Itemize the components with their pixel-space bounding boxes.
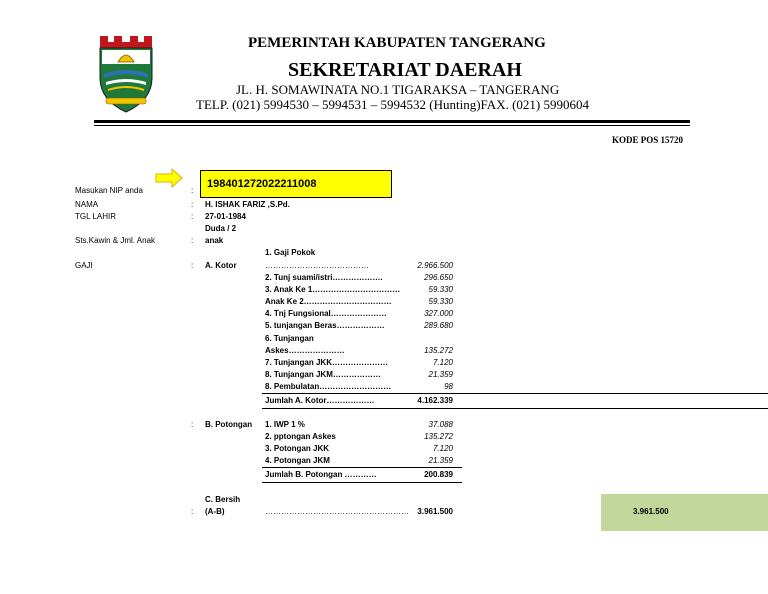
header-line2: SEKRETARIAT DAERAH <box>288 59 522 81</box>
potongan-item-label: 3. Potongan JKK <box>265 444 330 453</box>
potongan-total-rule-bottom <box>262 482 462 483</box>
potongan-total-label <box>265 470 377 479</box>
nama-colon: : <box>191 200 194 209</box>
gaji-pokok-label: 1. Gaji Pokok <box>265 248 316 257</box>
kotor-item-label: 8. Tunjangan JKM……………… <box>265 370 381 379</box>
potongan-item-value: 37.088 <box>428 420 453 429</box>
kotor-item-label: 3. Anak Ke 1…………………………… <box>265 285 401 294</box>
askes-label-line1: 6. Tunjangan <box>265 334 314 343</box>
nip-colon: : <box>191 186 194 195</box>
kotor-total-rule <box>262 393 768 394</box>
potongan-total-rule <box>262 467 462 468</box>
nama-label: NAMA <box>75 200 99 209</box>
kotor-total-dots: …………… <box>334 396 375 405</box>
kotor-title: A. Kotor <box>205 261 237 270</box>
kotor-item-value: 98 <box>444 382 453 391</box>
header-divider <box>94 120 690 123</box>
header-divider-thin <box>94 125 690 126</box>
potongan-item-label: 1. IWP 1 % <box>265 420 305 429</box>
kotor-item-value: 289.680 <box>424 321 453 330</box>
potongan-total-text: Jumlah B. Potongan … <box>265 470 353 479</box>
tgl-lahir-label: TGL LAHIR <box>75 212 117 221</box>
status-colon: : <box>191 236 194 245</box>
bersih-title-line2: (A-B) <box>205 507 225 516</box>
gaji-pokok-value: 2.966.500 <box>417 261 453 270</box>
status-label: Sts.Kawin & Jml. Anak <box>75 236 156 245</box>
bersih-highlight-value: 3.961.500 <box>633 507 669 516</box>
kotor-item-label: 5. tunjangan Beras……………… <box>265 321 385 330</box>
kotor-item-label: 8. Pembulatan……………………… <box>265 382 392 391</box>
kotor-item-label: 2. Tunj suami/istri………………. <box>265 273 383 282</box>
bersih-highlight-cell <box>601 494 768 531</box>
bersih-colon: : <box>191 507 194 516</box>
header-line1: PEMERINTAH KABUPATEN TANGERANG <box>248 35 546 51</box>
kotor-item-value: 21.359 <box>428 370 453 379</box>
askes-label-line2: Askes………………… <box>265 346 345 355</box>
gaji-label: GAJI <box>75 261 93 270</box>
potongan-total-value: 200.839 <box>424 470 453 479</box>
kotor-item-value: 59.330 <box>428 297 453 306</box>
tgl-lahir-value: 27-01-1984 <box>205 212 246 221</box>
bersih-title-line1: C. Bersih <box>205 495 241 504</box>
kode-pos: KODE POS 15720 <box>612 135 684 145</box>
gaji-pokok-dots: ………………………………… <box>265 261 369 270</box>
bersih-value: 3.961.500 <box>417 507 453 516</box>
tgl-lahir-colon: : <box>191 212 194 221</box>
nip-input[interactable]: 198401272022211008 <box>207 178 317 190</box>
nip-label: Masukan NIP anda <box>75 186 143 195</box>
header-address: JL. H. SOMAWINATA NO.1 TIGARAKSA – TANGERANG <box>236 82 560 97</box>
gaji-colon: : <box>191 261 194 270</box>
potongan-total-dots: ……… <box>352 470 377 479</box>
bersih-dots: ……………………………………………… <box>265 507 409 516</box>
potongan-item-value: 7.120 <box>432 444 453 453</box>
kotor-total-label <box>265 396 374 405</box>
status-value-line1: Duda / 2 <box>205 224 237 233</box>
kotor-total-value: 4.162.339 <box>417 396 453 405</box>
nama-value: H. ISHAK FARIZ ,S.Pd. <box>205 200 290 209</box>
potongan-item-value: 135.272 <box>424 432 453 441</box>
kotor-item-label: 4. Tnj Fungsional………………… <box>265 309 387 318</box>
status-value-line2: anak <box>205 236 224 245</box>
potongan-title: B. Potongan <box>205 420 253 429</box>
tangerang-emblem-logo <box>96 34 156 114</box>
header-phone: TELP. (021) 5994530 – 5994531 – 5994532 (Hunting)FAX. (021) 5990604 <box>196 97 589 112</box>
kotor-item-label: 7. Tunjangan JKK………………… <box>265 358 388 367</box>
right-arrow-icon <box>155 168 183 188</box>
potongan-colon: : <box>191 420 194 429</box>
potongan-item-value: 21.359 <box>428 456 453 465</box>
kotor-item-value: 327.000 <box>424 309 453 318</box>
potongan-item-label: 4. Potongan JKM <box>265 456 330 465</box>
potongan-item-label: 2. pptongan Askes <box>265 432 336 441</box>
kotor-item-value: 59.330 <box>428 285 453 294</box>
kotor-total-rule-bottom <box>262 408 768 409</box>
kotor-item-value: 7.120 <box>432 358 453 367</box>
kotor-total-text: Jumlah A. Kotor… <box>265 396 335 405</box>
askes-value: 135.272 <box>424 346 453 355</box>
kotor-item-label: Anak Ke 2…………………………… <box>265 297 392 306</box>
kotor-item-value: 296.650 <box>424 273 453 282</box>
